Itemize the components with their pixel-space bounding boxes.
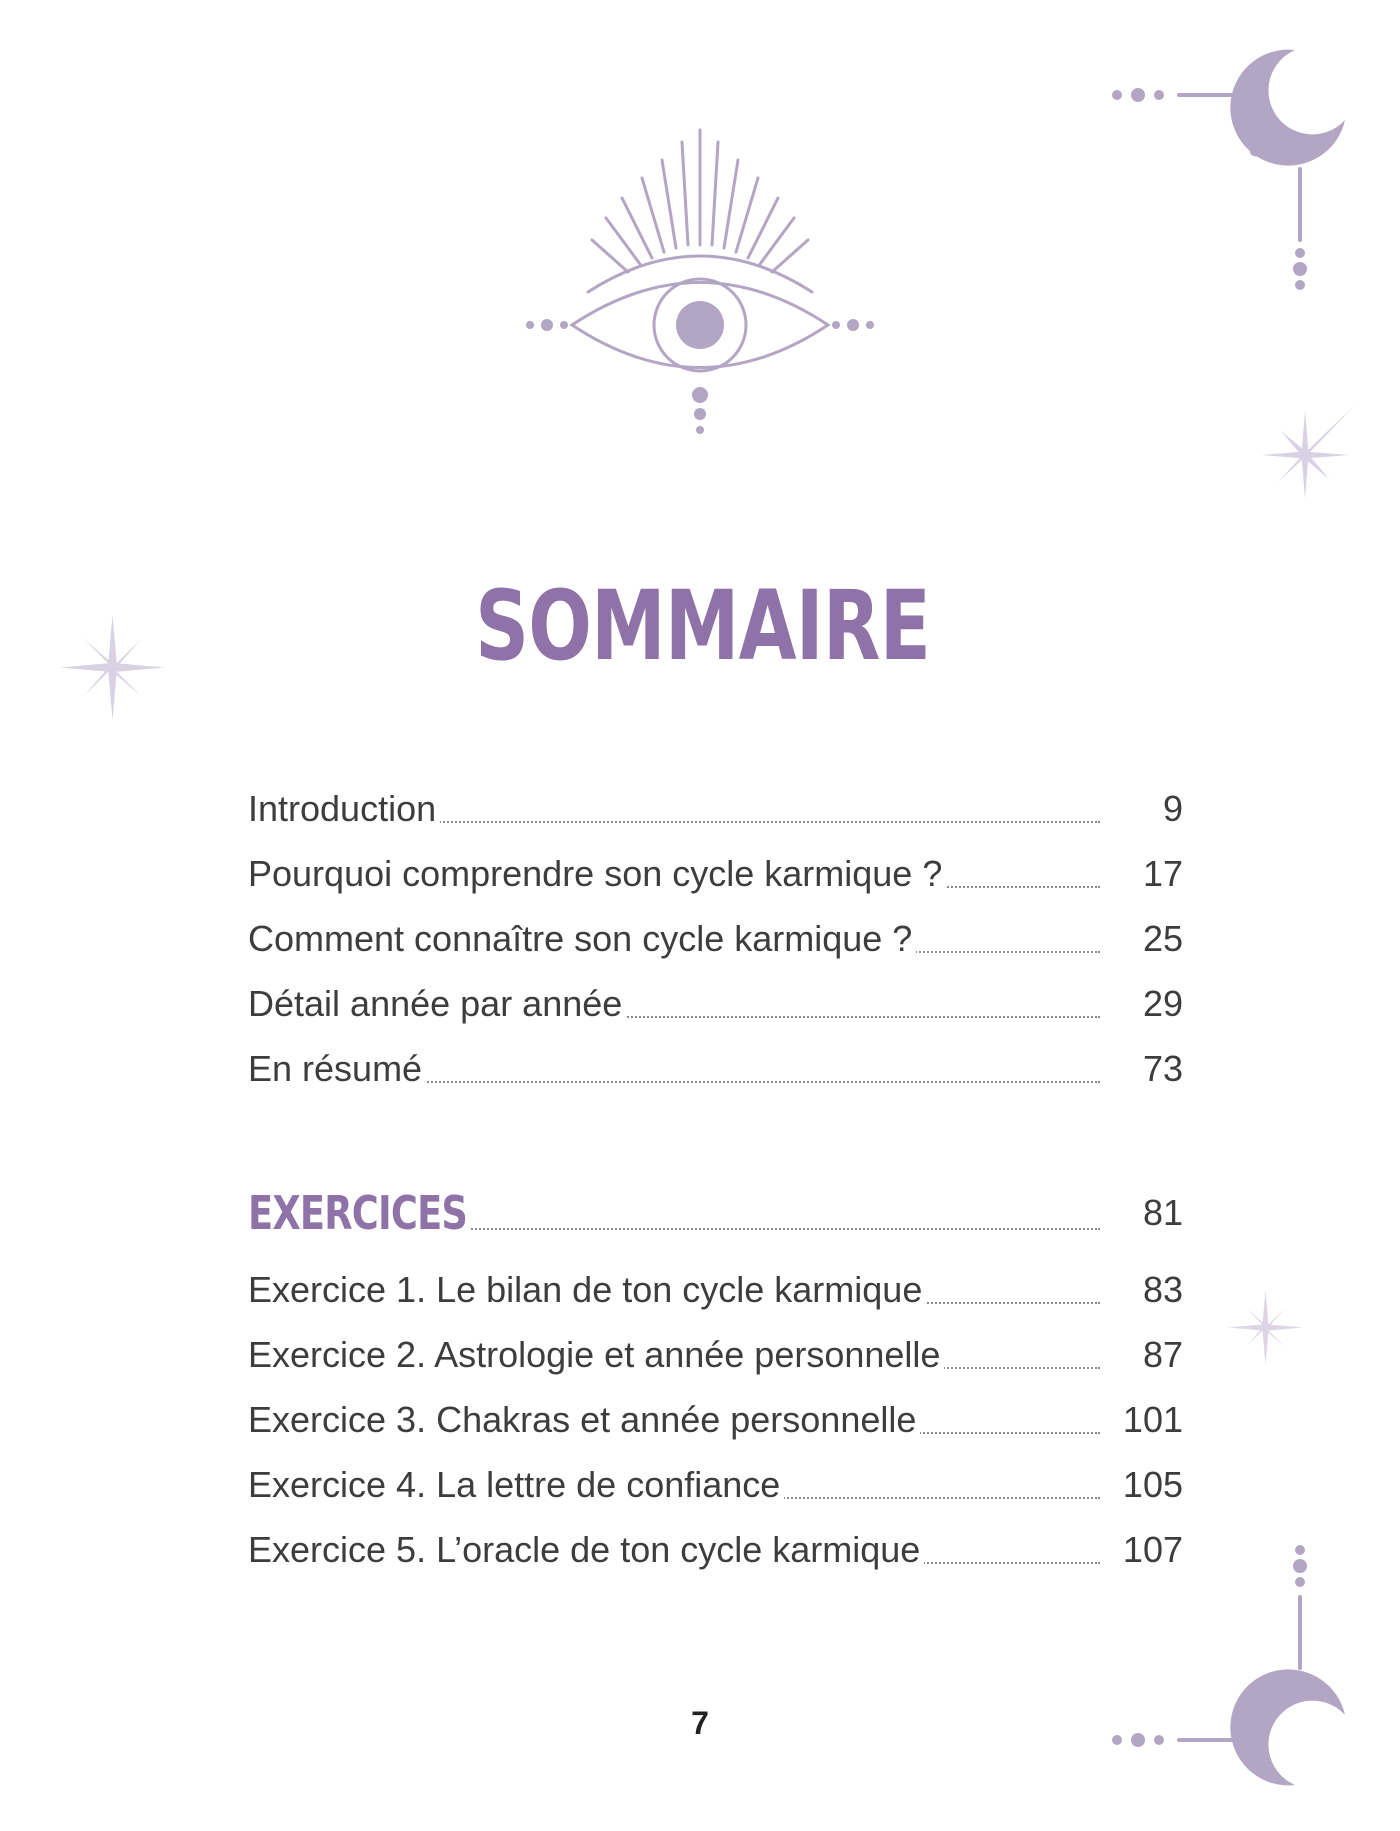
toc-entry[interactable] bbox=[248, 1327, 1183, 1383]
toc-entry-page: 101 bbox=[1122, 1399, 1183, 1440]
moon-icon bbox=[1105, 45, 1355, 295]
toc-entry-label: Exercice 5. L’oracle de ton cycle karmique bbox=[248, 1522, 924, 1578]
toc-entry[interactable] bbox=[248, 1522, 1183, 1578]
toc-entry-page: 73 bbox=[1142, 1048, 1183, 1089]
page-number: 7 bbox=[691, 1705, 709, 1741]
toc-entry-label: Exercice 2. Astrologie et année personnelle bbox=[248, 1327, 944, 1383]
toc-entry-page: 107 bbox=[1122, 1529, 1183, 1570]
toc-entry-page: 17 bbox=[1142, 853, 1183, 894]
toc-entry[interactable] bbox=[248, 1457, 1183, 1513]
toc-entry-page: 83 bbox=[1142, 1269, 1183, 1310]
page-title: SOMMAIRE bbox=[475, 570, 931, 682]
toc-entry-label: Pourquoi comprendre son cycle karmique ? bbox=[248, 846, 946, 902]
toc-entry-label: Exercice 3. Chakras et année personnelle bbox=[248, 1392, 920, 1448]
toc-entry-label: En résumé bbox=[248, 1041, 426, 1097]
sparkle-icon bbox=[60, 615, 165, 720]
toc-entry[interactable] bbox=[248, 1392, 1183, 1448]
toc-entry-page: 25 bbox=[1142, 918, 1183, 959]
sparkle-icon bbox=[1250, 400, 1360, 510]
toc-entry-label: Détail année par année bbox=[248, 976, 626, 1032]
toc-section-exercises[interactable] bbox=[248, 1182, 1183, 1244]
toc-entry[interactable] bbox=[248, 976, 1183, 1032]
toc-entry-label: Introduction bbox=[248, 781, 440, 837]
toc-entry-page: 9 bbox=[1162, 788, 1183, 829]
toc-entry-page: 81 bbox=[1142, 1192, 1183, 1233]
toc-entry[interactable] bbox=[248, 911, 1183, 967]
toc-entry-page: 87 bbox=[1142, 1334, 1183, 1375]
toc-entry[interactable] bbox=[248, 1262, 1183, 1318]
toc-entry[interactable] bbox=[248, 781, 1183, 837]
toc-entry-page: 29 bbox=[1142, 983, 1183, 1024]
toc-entry[interactable] bbox=[248, 846, 1183, 902]
toc-entry-label: Comment connaître son cycle karmique ? bbox=[248, 911, 916, 967]
toc-entry-page: 105 bbox=[1122, 1464, 1183, 1505]
toc-entry-label: Exercice 1. Le bilan de ton cycle karmique bbox=[248, 1262, 926, 1318]
section-heading: EXERCICES bbox=[248, 1182, 470, 1244]
toc-entry-label: Exercice 4. La lettre de confiance bbox=[248, 1457, 784, 1513]
sparkle-icon bbox=[1228, 1290, 1303, 1365]
toc-entry[interactable] bbox=[248, 1041, 1183, 1097]
eye-icon bbox=[510, 120, 890, 440]
